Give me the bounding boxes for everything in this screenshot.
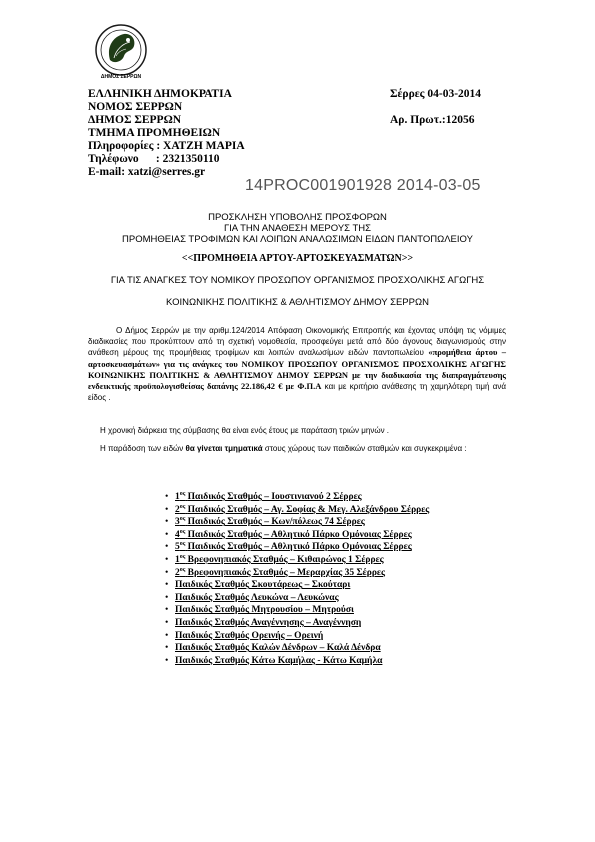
body-text-criterion: και με κριτήριο ανάθεσης τη χαμηλότερη τιμή ανά είδος .: [88, 382, 506, 403]
sender-line-email: E-mail: xatzi@serres.gr: [88, 166, 206, 178]
sender-line-country: ΕΛΛΗΝΙΚΗ ΔΗΜΟΚΡΑΤΙΑ: [88, 88, 232, 100]
body-paragraph: [88, 325, 506, 403]
delivery-text-end: στους χώρους των παιδικών σταθμών και συγκεκριμένα :: [262, 444, 467, 453]
list-item: • $3^{o\varsigma}$ Παιδικός Σταθμός – Κων/πόλεως 74 Σέρρες: [165, 516, 525, 529]
title-line-5: ΓΙΑ ΤΙΣ ΑΝΑΓΚΕΣ ΤΟΥ ΝΟΜΙΚΟΥ ΠΡΟΣΩΠΟΥ ΟΡΓΑΝΙΣΜΟΣ ΠΡΟΣΧΟΛΙΚΗΣ ΑΓΩΓΗΣ: [110, 275, 485, 286]
sender-block: [88, 88, 245, 179]
title-line-6: ΚΟΙΝΩΝΙΚΗΣ ΠΟΛΙΤΙΚΗΣ & ΑΘΛΗΤΙΣΜΟΥ ΔΗΜΟΥ ΣΕΡΡΩΝ: [166, 297, 429, 308]
list-item: • $1^{o\varsigma}$ Βρεφονηπιακός Σταθμός – Κιθαιρώνος 1 Σέρρες: [165, 554, 525, 567]
delivery-paragraph: [88, 441, 506, 457]
title-line-1: ΠΡΟΣΚΛΗΣΗ ΥΠΟΒΟΛΗΣ ΠΡΟΣΦΟΡΩΝ: [208, 212, 387, 223]
title-line-4: <<ΠΡΟΜΗΘΕΙΑ ΑΡΤΟΥ-ΑΡΤΟΣΚΕΥΑΣΜΑΤΩΝ>>: [181, 253, 414, 264]
list-item: • Παιδικός Σταθμός Καλών Δένδρων – Καλά Δένδρα: [165, 642, 525, 655]
ada-stamp: 14PROC001901928 2014-03-05: [245, 177, 481, 194]
list-item: • Παιδικός Σταθμός Ορεινής – Ορεινή: [165, 630, 525, 643]
list-item: • Παιδικός Σταθμός Αναγέννησης – Αναγέννηση: [165, 617, 525, 630]
list-item: • $5^{o\varsigma}$ Παιδικός Σταθμός – Αθλητικό Πάρκο Ομόνοιας Σέρρες: [165, 541, 525, 554]
logo-caption: ΔΗΜΟΣ ΣΕΡΡΩΝ: [100, 74, 142, 80]
sender-line-department: ΤΜΗΜΑ ΠΡΟΜΗΘΕΙΩΝ: [88, 127, 221, 139]
list-item: • Παιδικός Σταθμός Κάτω Καμήλας - Κάτω Καμήλα: [165, 655, 525, 668]
list-item: • $4^{o\varsigma}$ Παιδικός Σταθμός – Αθλητικό Πάρκο Ομόνοιας Σέρρες: [165, 529, 525, 542]
list-item: • Παιδικός Σταθμός Λευκώνα – Λευκώνας: [165, 592, 525, 605]
list-item: • $1^{o\varsigma}$ Παιδικός Σταθμός – Ιουστινιανού 2 Σέρρες: [165, 491, 525, 504]
sender-line-prefecture: ΝΟΜΟΣ ΣΕΡΡΩΝ: [88, 101, 183, 113]
body-text-intro: Ο Δήμος Σερρών με την αριθμ.124/2014 Απόφαση Οικονομικής Επιτροπής και έχοντας υπόψη τις νόμιμες διαδικασίες που προκύπτουν από τη σχετική νομοθεσία, προσφεύγει μετά από δύο άγονους διαγωνισμούς στην ανάθεση μέρους της προμήθειας τροφίμων και λοιπών αναλωσίμων ειδών παντοπωλείου: [88, 326, 506, 358]
document-date: Σέρρες 04-03-2014: [390, 88, 482, 100]
sender-line-municipality: ΔΗΜΟΣ ΣΕΡΡΩΝ: [88, 114, 182, 126]
title-line-2: ΓΙΑ ΤΗΝ ΑΝΑΘΕΣΗ ΜΕΡΟΥΣ ΤΗΣ: [223, 223, 372, 234]
stations-list: [165, 491, 525, 667]
duration-paragraph: Η χρονική διάρκεια της σύμβασης θα είναι ενός έτους με παράταση τριών μηνών .: [100, 426, 390, 435]
list-item: • Παιδικός Σταθμός Μητρουσίου – Μητρούσι: [165, 604, 525, 617]
list-item: • Παιδικός Σταθμός Σκουτάρεως – Σκούταρι: [165, 579, 525, 592]
protocol-number: Αρ. Πρωτ.:12056: [390, 114, 475, 126]
title-line-3: ΠΡΟΜΗΘΕΙΑΣ ΤΡΟΦΙΜΩΝ ΚΑΙ ΛΟΙΠΩΝ ΑΝΑΛΩΣΙΜΩΝ ΕΙΔΩΝ ΠΑΝΤΟΠΩΛΕΙΟΥ: [122, 234, 473, 245]
municipality-logo: [92, 22, 150, 84]
sender-line-contact: Πληροφορίες : ΧΑΤΖΗ ΜΑΡΙΑ: [88, 140, 245, 152]
delivery-text-bold: θα γίνεται τμηματικά: [185, 444, 263, 453]
delivery-text-start: Η παράδοση των ειδών: [100, 444, 186, 453]
list-item: • $2^{o\varsigma}$ Βρεφονηπιακός Σταθμός – Μεραρχίας 35 Σέρρες: [165, 567, 525, 580]
sender-line-phone: Τηλέφωνο : 2321350110: [88, 153, 220, 165]
list-item: • $2^{o\varsigma}$ Παιδικός Σταθμός – Αγ. Σοφίας & Μεγ. Αλεξάνδρου Σέρρες: [165, 504, 525, 517]
body-text-bold: «προμήθεια άρτου – αρτοσκευασμάτων» για τις ανάγκες του ΝΟΜΙΚΟΥ ΠΡΟΣΩΠΟΥ ΟΡΓΑΝΙΣΜΟΣ ΠΡΟΣΧΟΛΙΚΗΣ ΑΓΩΓΗΣ ΚΟΙΝΩΝΙΚΗΣ ΠΟΛΙΤΙΚΗΣ & ΑΘΛΗΤΙΣΜΟΥ ΔΗΜΟΥ ΣΕΡΡΩΝ με την διαδικασία της διαπραγμάτευσης ενδεικτικής προϋπολογισθείσας δαπάνης 22.186,42 € με Φ.Π.Α: [88, 347, 507, 392]
